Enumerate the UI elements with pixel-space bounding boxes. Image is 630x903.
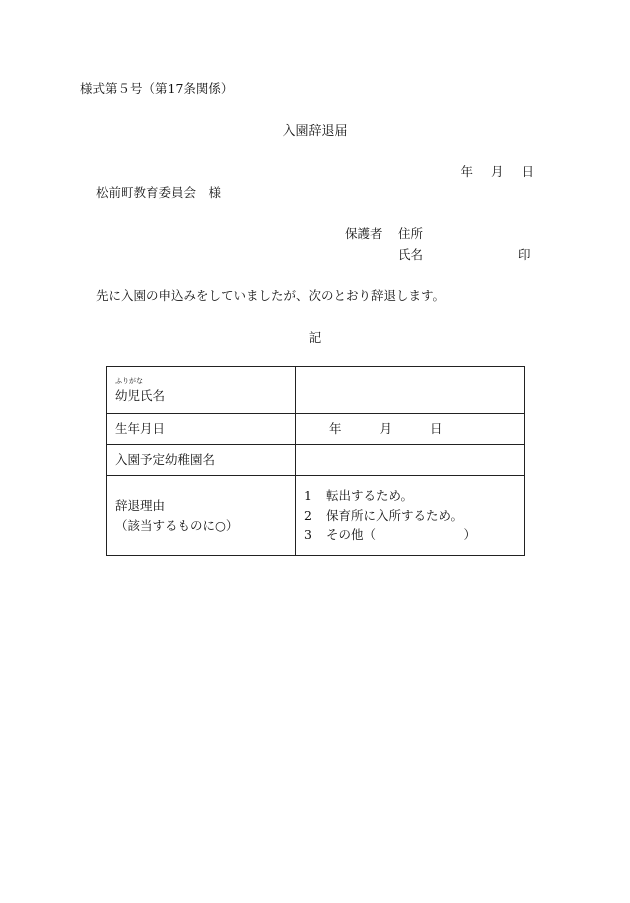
child-name-field[interactable] (296, 367, 525, 414)
seal-label: 印 (518, 247, 531, 262)
date-month-label: 月 (490, 164, 504, 179)
addressee: 松前町教育委員会 様 (96, 185, 222, 200)
reason-option-3[interactable]: 3 その他（ ） (304, 527, 477, 543)
name-label: 氏名 (398, 247, 424, 262)
birth-day-label: 日 (429, 421, 443, 437)
table-row (107, 445, 525, 476)
ki-heading: 記 (308, 330, 322, 345)
kindergarten-field[interactable] (296, 445, 525, 476)
date-line (446, 166, 534, 179)
birthdate-field[interactable] (296, 414, 525, 445)
reason-option-1[interactable]: 1 転出するため。 (304, 488, 414, 504)
table-row (107, 476, 525, 556)
date-year-label: 年 (460, 164, 473, 179)
reason-options (296, 476, 525, 556)
document-title: 入園辞退届 (282, 124, 348, 139)
table-row (107, 367, 525, 414)
birth-month-label: 月 (379, 421, 392, 437)
address-label: 住所 (398, 226, 424, 241)
guardian-label: 保護者 (345, 226, 383, 241)
kindergarten-label: 入園予定幼稚園名 (107, 445, 296, 476)
child-name-label: 幼児氏名 (115, 387, 166, 403)
form-number: 様式第５号（第17条関係） (80, 81, 234, 96)
birth-year-label: 年 (329, 421, 342, 437)
date-day-label: 日 (521, 164, 534, 179)
furigana-label: ふりがな (115, 376, 143, 385)
reason-label: 辞退理由 (115, 497, 166, 513)
reason-note: （該当するものに○） (115, 517, 239, 533)
withdrawal-form-table (106, 366, 525, 556)
reason-label-cell (107, 476, 296, 556)
body-text: 先に入園の申込みをしていましたが、次のとおり辞退します。 (96, 288, 446, 303)
child-name-label-cell (107, 367, 296, 414)
table-row (107, 414, 525, 445)
birthdate-label: 生年月日 (107, 414, 296, 445)
reason-option-2[interactable]: 2 保育所に入所するため。 (304, 507, 464, 523)
